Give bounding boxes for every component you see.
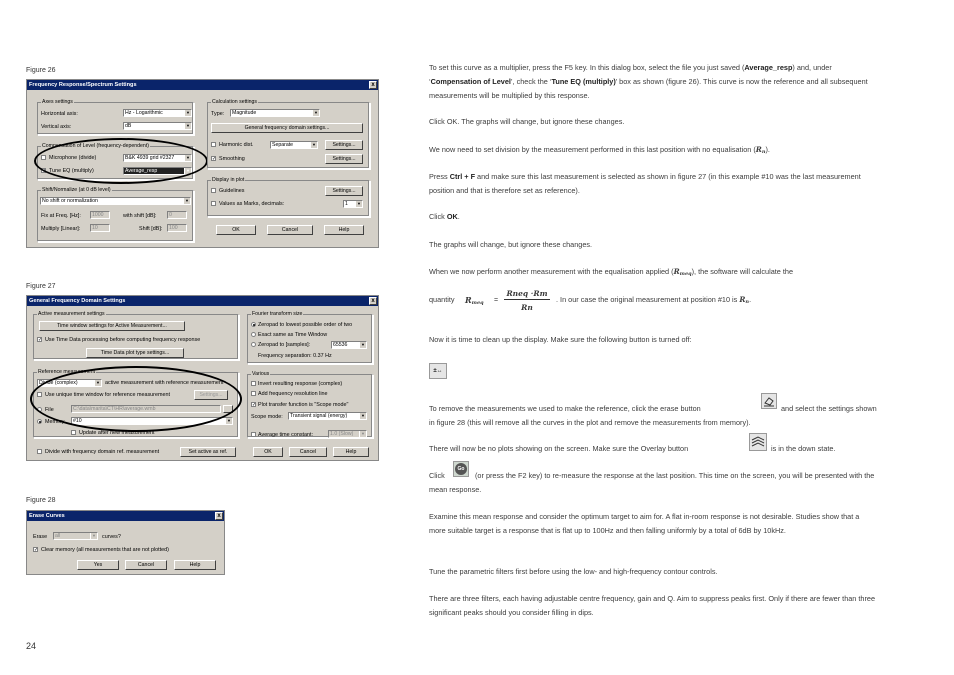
- erase-label: Erase: [33, 534, 48, 540]
- guidelines-label: Guidelines: [219, 188, 245, 194]
- select-value: all: [55, 533, 61, 539]
- select-value: Separate: [272, 142, 294, 148]
- text-run: .: [749, 295, 752, 304]
- zeropad-lowest-label: Zeropad to lowest possible order of two: [258, 322, 353, 328]
- group-label: Active measurement settings: [38, 311, 105, 317]
- text-bold: Average_resp: [744, 63, 793, 72]
- chevron-down-icon: ▼: [94, 380, 101, 386]
- type-label: Type:: [211, 111, 225, 117]
- text-run: To set this curve as a multiplier, press the F5 key. In this dialog box, select the file you just saved (: [429, 63, 745, 72]
- cancel-button[interactable]: Cancel: [125, 560, 167, 570]
- vertical-axis-select[interactable]: [123, 122, 192, 130]
- paragraph-7: [429, 265, 877, 281]
- decimals-select[interactable]: [343, 200, 363, 208]
- select-value: 1.0 (Slow): [330, 431, 354, 437]
- figure-26-caption: Figure 26: [26, 67, 56, 74]
- chevron-down-icon: ▼: [90, 533, 97, 539]
- reference-settings-button[interactable]: Settings...: [194, 390, 228, 400]
- time-plot-button[interactable]: Time Data plot type settings...: [86, 348, 184, 358]
- freq-sep-label: Frequency separation: 0.37 Hz: [258, 353, 332, 359]
- text-bold: Ctrl + F: [449, 172, 476, 181]
- smoothing-settings-button[interactable]: Settings...: [325, 154, 363, 164]
- shift-db-field[interactable]: 100: [167, 224, 187, 232]
- math-symbol: R: [755, 145, 762, 154]
- group-label: Display in plot: [212, 177, 245, 183]
- text-run: .: [457, 212, 460, 221]
- paragraph-4: [429, 170, 877, 198]
- group-label: Fourier transform size: [252, 311, 303, 317]
- math-symbol: R: [673, 267, 680, 276]
- text-bold: Tune EQ (multiply): [551, 77, 616, 86]
- update-label: Update after new measurement: [79, 430, 155, 436]
- harmonic-select[interactable]: [270, 141, 318, 149]
- select-value: Hz - Logarithmic: [125, 110, 163, 116]
- paragraph-1: [429, 61, 877, 103]
- erase-select[interactable]: [53, 532, 98, 540]
- divide-freq-checkbox[interactable]: [37, 449, 42, 454]
- group-label: Axes settings: [42, 99, 73, 105]
- ok-button[interactable]: OK: [216, 225, 256, 235]
- horizontal-axis-select[interactable]: [123, 109, 192, 117]
- harmonic-label: Harmonic dist.: [219, 142, 254, 148]
- chevron-down-icon: ▼: [183, 198, 190, 204]
- tune-eq-label: Tune EQ (multiply): [49, 168, 94, 174]
- paragraph-12b: (or press the F2 key) to re-measure the response at the last position. This time on the screen, you will be presented with the mean response.: [429, 471, 875, 494]
- scope-mode-select[interactable]: [288, 412, 367, 420]
- text-run: ) and, under ‘: [429, 63, 832, 86]
- math-subscript: meq: [471, 300, 484, 306]
- group-label: Calculation settings: [212, 99, 257, 105]
- chevron-down-icon: ▼: [359, 342, 366, 348]
- values-marks-label: Values as Marks, decimals:: [219, 201, 285, 207]
- paragraph-10b: and select the settings shown in figure 28 (this will remove all the curves in the plot and remove the measurements from memory).: [429, 404, 877, 427]
- formula-lhs: [465, 295, 484, 306]
- highlight-ellipse: [30, 366, 242, 432]
- microphone-label: Microphone (divide): [49, 155, 97, 161]
- harmonic-checkbox[interactable]: [211, 142, 216, 147]
- paragraph-6: The graphs will change, but ignore these changes.: [429, 240, 593, 249]
- text-run: ), the software will calculate the: [691, 267, 794, 276]
- help-button[interactable]: Help: [174, 560, 216, 570]
- memory-label: Memory: [45, 419, 65, 425]
- text-run: . In our case the original measurement at position #10 is: [556, 295, 740, 304]
- group-label: Various: [252, 371, 270, 377]
- add-freq-label: Add frequency resolution line: [258, 391, 328, 397]
- close-icon[interactable]: x: [369, 297, 377, 305]
- help-button[interactable]: Help: [324, 225, 364, 235]
- divide-text: active measurement with reference measurement: [105, 380, 224, 386]
- paragraph-2: Click OK. The graphs will change, but ignore these changes.: [429, 117, 625, 126]
- select-value: #10: [73, 418, 82, 424]
- page-number: 24: [26, 641, 37, 651]
- update-checkbox[interactable]: [71, 430, 76, 435]
- chevron-down-icon: ▼: [225, 418, 232, 424]
- with-shift-label: with shift [dB]:: [123, 213, 157, 219]
- general-settings-button[interactable]: General frequency domain settings...: [211, 123, 363, 133]
- average-time-label: Average time constant:: [258, 432, 314, 438]
- plot-transfer-checkbox[interactable]: ✓: [252, 402, 257, 408]
- dialog-title-bar: [27, 80, 378, 90]
- axes-settings-group: [37, 99, 194, 135]
- smoothing-label: Smoothing: [219, 156, 245, 162]
- paragraph-8: [556, 293, 886, 309]
- yes-button[interactable]: Yes: [77, 560, 119, 570]
- select-value: dB: [125, 123, 132, 129]
- file-label: File: [45, 407, 54, 413]
- shift-db-label: Shift [dB]:: [139, 226, 163, 232]
- clear-memory-label: Clear memory (all measurements that are not plotted): [41, 547, 169, 553]
- guidelines-checkbox[interactable]: [211, 188, 216, 193]
- overlay-icon[interactable]: [749, 433, 767, 451]
- paragraph-10a: To remove the measurements we used to make the reference, click the erase button: [429, 404, 701, 413]
- paragraph-12a: Click: [429, 471, 445, 480]
- with-shift-field[interactable]: 0: [167, 211, 187, 219]
- text-run: When we now perform another measurement with the equalisation applied (: [429, 267, 674, 276]
- chevron-down-icon: ▼: [312, 110, 319, 116]
- group-label: Shift/Normalize (at 0 dB level): [42, 187, 111, 193]
- overlay-icon-glyph: [751, 435, 765, 449]
- paragraph-13: Examine this mean response and consider the optimum target to aim for. A flat in-room response is not desirable. Studies show that a more suitable target is a response that is flat up to 100Hz and then falling uniformly by a total of 6dB by 10kHz.: [429, 512, 860, 535]
- paragraph-14: Tune the parametric filters first before using the low- and high-frequency contour controls.: [429, 567, 718, 576]
- select-value: Average_resp: [125, 168, 158, 174]
- paragraph-15: There are three filters, each having adjustable centre frequency, gain and Q. Aim to suppress peaks first. Only if there are fewer than three significant peaks should you consider filling in dips.: [429, 594, 876, 617]
- harmonic-settings-button[interactable]: Settings...: [325, 140, 363, 150]
- group-label: Compensation of Level (frequency-dependent): [42, 143, 149, 149]
- exact-same-label: Exact same as Time Window: [258, 332, 328, 338]
- math-subscript: n: [761, 149, 766, 155]
- time-window-button[interactable]: Time window settings for Active Measurement...: [39, 321, 185, 331]
- file-path-field[interactable]: C:\data\marita\CT\HR\average.wmb: [71, 405, 221, 413]
- divide-freq-label: Divide with frequency domain ref. measurement: [45, 449, 160, 455]
- tune-eq-checkbox[interactable]: ✓: [42, 168, 47, 174]
- clear-memory-checkbox[interactable]: ✓: [34, 547, 39, 553]
- vertical-axis-label: Vertical axis:: [41, 124, 72, 130]
- multiply-label: Multiply [Linear]:: [41, 226, 81, 232]
- text-run: Press: [429, 172, 450, 181]
- zeropad-to-radio[interactable]: [251, 342, 256, 347]
- smoothing-checkbox[interactable]: ✓: [212, 156, 217, 162]
- dialog-title-bar: [27, 511, 224, 521]
- erase-curves-dialog: [26, 510, 225, 575]
- go-icon-label: Go: [455, 463, 467, 475]
- select-value: Magnitude: [232, 110, 257, 116]
- type-select[interactable]: [230, 109, 320, 117]
- math-subscript: n: [745, 299, 750, 305]
- close-icon[interactable]: x: [215, 512, 223, 520]
- average-time-checkbox[interactable]: [251, 432, 256, 437]
- text-bold: OK: [446, 212, 458, 221]
- text-run: Click: [429, 212, 447, 221]
- scope-mode-label: Scope mode:: [251, 414, 283, 420]
- chevron-down-icon: ▼: [310, 142, 317, 148]
- general-frequency-domain-dialog: [26, 295, 379, 461]
- formula-equals: =: [494, 297, 499, 304]
- cancel-button[interactable]: Cancel: [267, 225, 313, 235]
- dialog-title: Frequency Response/Spectrum Settings: [29, 82, 137, 88]
- math-subscript: meq: [679, 271, 692, 277]
- memory-radio[interactable]: [37, 419, 42, 424]
- plot-transfer-label: Plot transfer function is "Scope mode": [258, 402, 349, 408]
- zeropad-lowest-radio[interactable]: [251, 322, 256, 327]
- formula-numerator: Rneq ·Rm: [504, 289, 550, 300]
- figure-27-caption: Figure 27: [26, 283, 56, 290]
- text-bold: Compensation of Level: [430, 77, 511, 86]
- zeropad-to-label: Zeropad to [samples]:: [258, 342, 311, 348]
- use-time-data-checkbox[interactable]: ✓: [38, 337, 43, 343]
- text-run: ).: [765, 145, 770, 154]
- dialog-title-bar: [27, 296, 378, 306]
- select-value: Transient signal (energy): [290, 413, 348, 419]
- use-time-data-label: Use Time Data processing before computing frequency response: [45, 337, 201, 343]
- text-run: We now need to set division by the measurement performed in this last position with no equalisation (: [429, 145, 756, 154]
- add-freq-checkbox[interactable]: [251, 391, 256, 396]
- chevron-down-icon: ▼: [184, 110, 191, 116]
- values-marks-checkbox[interactable]: [211, 201, 216, 206]
- dialog-title: General Frequency Domain Settings: [29, 298, 126, 304]
- text-run: ’, check the ‘: [510, 77, 552, 86]
- chevron-down-icon: ▼: [184, 123, 191, 129]
- cancel-button[interactable]: Cancel: [289, 447, 327, 457]
- paragraph-11b: is in the down state.: [771, 444, 836, 453]
- group-label: Reference measurement: [38, 369, 96, 375]
- help-button[interactable]: Help: [333, 447, 369, 457]
- select-value: Divide (complex): [39, 380, 78, 386]
- invert-checkbox[interactable]: [251, 381, 256, 386]
- text-run: ’ box as shown (figure 26). This curve is now the reference and all subsequent measurements will be multiplied by this response.: [429, 77, 868, 100]
- fix-freq-field[interactable]: 1000: [90, 211, 110, 219]
- select-value: 1: [345, 201, 348, 207]
- select-value: 65536: [333, 342, 348, 348]
- curves-label: curves?: [102, 534, 121, 540]
- guidelines-settings-button[interactable]: Settings...: [325, 186, 363, 196]
- fix-freq-label: Fix at Freq. [Hz]:: [41, 213, 81, 219]
- quantity-label: quantity: [429, 295, 455, 304]
- text-run: and make sure this last measurement is selected as shown in figure 27 (in this example #10 was the last measurement position and that is therefore set as reference).: [429, 172, 861, 195]
- multiply-field[interactable]: 10: [90, 224, 110, 232]
- figure-28-caption: Figure 28: [26, 497, 56, 504]
- set-active-button[interactable]: Set active as ref.: [180, 447, 236, 457]
- highlight-ellipse: [34, 138, 208, 184]
- chevron-down-icon: ▼: [355, 201, 362, 207]
- use-unique-label: Use unique time window for reference measurement: [45, 392, 170, 398]
- frequency-response-settings-dialog: [26, 79, 379, 248]
- chevron-down-icon: ▼: [184, 155, 191, 161]
- close-icon[interactable]: x: [369, 81, 377, 89]
- paragraph-5: [429, 210, 877, 224]
- paragraph-3: [429, 143, 877, 159]
- paragraph-11a: There will now be no plots showing on the screen. Make sure the Overlay button: [429, 444, 689, 453]
- shift-select[interactable]: [40, 197, 191, 205]
- invert-label: Invert resulting response (complex): [258, 381, 343, 387]
- chevron-down-icon: ▼: [184, 168, 191, 174]
- math-symbol: R: [739, 295, 746, 304]
- formula-denominator: Rn: [521, 303, 533, 312]
- dialog-title: Erase Curves: [29, 513, 65, 519]
- toggle-display-icon[interactable]: ±↔: [429, 363, 447, 379]
- chevron-down-icon: ▼: [359, 431, 366, 437]
- math-symbol: R: [465, 295, 472, 305]
- zeropad-select[interactable]: [331, 341, 367, 349]
- horizontal-axis-label: Horizontal axis:: [41, 111, 78, 117]
- select-value: No shift or normalization: [42, 198, 98, 204]
- exact-same-radio[interactable]: [251, 332, 256, 337]
- ok-button[interactable]: OK: [253, 447, 283, 457]
- paragraph-9: Now it is time to clean up the display. Make sure the following button is turned off:: [429, 335, 692, 344]
- average-time-select[interactable]: [328, 430, 367, 438]
- chevron-down-icon: ▼: [359, 413, 366, 419]
- select-value: B&K 4939 grid #2327: [125, 155, 175, 161]
